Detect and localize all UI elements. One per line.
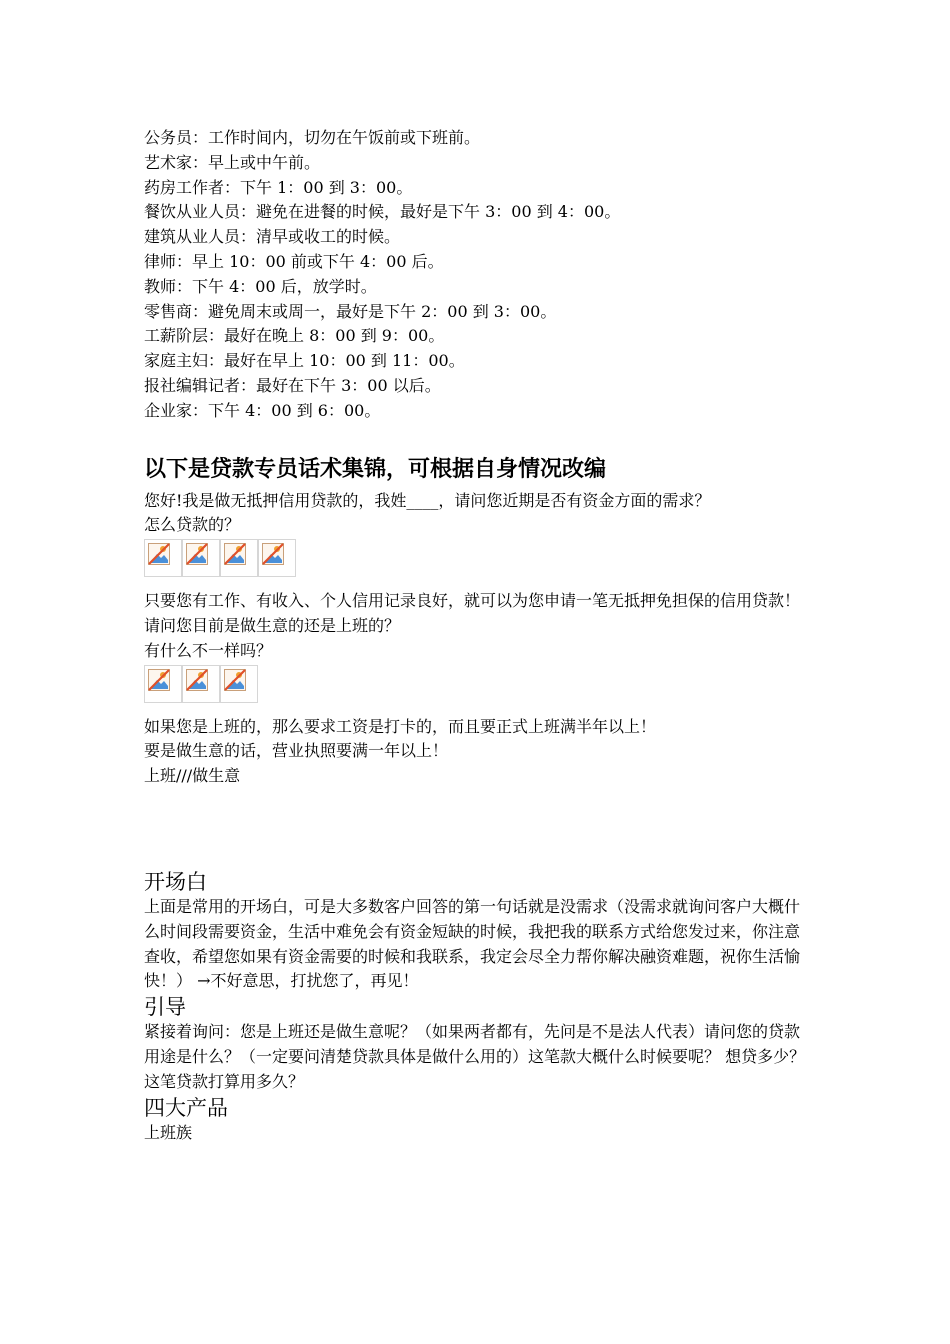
product-item: 上班族 — [144, 1122, 193, 1142]
dialog-line: 怎么贷款的？ — [144, 515, 241, 535]
section-title-guide: 引导 — [144, 995, 186, 1020]
dialog-line: 要是做生意的话，营业执照要满一年以上！ — [144, 741, 449, 761]
broken-image-icon — [144, 665, 182, 703]
dialog-paragraph: 只要您有工作、有收入、个人信用记录良好，就可以为您申请一笔无抵押免担保的信用贷款！请问您目前是做生意的还是上班的？ — [144, 591, 801, 635]
contact-time-list — [144, 126, 814, 424]
time-item: 工薪阶层：最好在晚上 8：00 到 9：00。 — [144, 326, 445, 346]
broken-image-icon — [258, 539, 296, 577]
dialog-line: 有什么不一样吗？ — [144, 640, 273, 660]
time-item: 家庭主妇：最好在早上 10：00 到 11：00。 — [144, 351, 465, 371]
time-item: 公务员：工作时间内，切勿在午饭前或下班前。 — [144, 128, 481, 147]
broken-image-icon — [220, 665, 258, 703]
dialog-line: 您好!我是做无抵押信用贷款的，我姓____，请问您近期是否有资金方面的需求？ — [144, 490, 711, 510]
time-item: 艺术家：早上或中午前。 — [144, 152, 321, 172]
image-row — [144, 539, 814, 577]
time-item: 律师：早上 10：00 前或下午 4：00 后。 — [144, 251, 444, 271]
document-page — [144, 126, 814, 1145]
section-title-opening: 开场白 — [144, 869, 207, 894]
time-item: 餐饮从业人员：避免在进餐的时候，最好是下午 3：00 到 4：00。 — [144, 202, 621, 222]
time-item: 企业家：下午 4：00 到 6：00。 — [144, 400, 381, 420]
dialog-line: 如果您是上班的，那么要求工资是打卡的，而且要正式上班满半年以上！ — [144, 716, 657, 736]
broken-image-icon — [182, 539, 220, 577]
time-item: 教师：下午 4：00 后，放学时。 — [144, 276, 377, 296]
spacer — [144, 789, 814, 869]
dialog-line: 上班///做生意 — [144, 766, 241, 786]
image-row — [144, 665, 814, 703]
broken-image-icon — [144, 539, 182, 577]
script-heading: 以下是贷款专员话术集锦，可根据自身情况改编 — [144, 456, 607, 482]
section-title-products: 四大产品 — [144, 1095, 228, 1120]
time-item: 零售商：避免周末或周一，最好是下午 2：00 到 3：00。 — [144, 301, 557, 321]
broken-image-icon — [220, 539, 258, 577]
time-item: 建筑从业人员：清早或收工的时候。 — [144, 227, 401, 247]
opening-body: 上面是常用的开场白，可是大多数客户回答的第一句话就是没需求（没需求就询问客户大概什么时间段需要资金，生活中难免会有资金短缺的时候，我把我的联系方式给您发过来，你注意查收，希望您如果有资金需要的时候和我联系，我定会尽全力帮你解决融资难题，祝你生活愉快！） →不好意思，打扰您了，再见！ — [144, 896, 801, 991]
time-item: 报社编辑记者：最好在下午 3：00 以后。 — [144, 375, 441, 395]
guide-body: 紧接着询问：您是上班还是做生意呢？（如果两者都有，先问是不是法人代表）请问您的贷款用途是什么？（一定要问清楚贷款具体是做什么用的）这笔款大概什么时候要呢？ 想贷多少？ 这笔贷款打算用多久？ — [144, 1022, 806, 1091]
time-item: 药房工作者：下午 1：00 到 3：00。 — [144, 177, 413, 197]
broken-image-icon — [182, 665, 220, 703]
